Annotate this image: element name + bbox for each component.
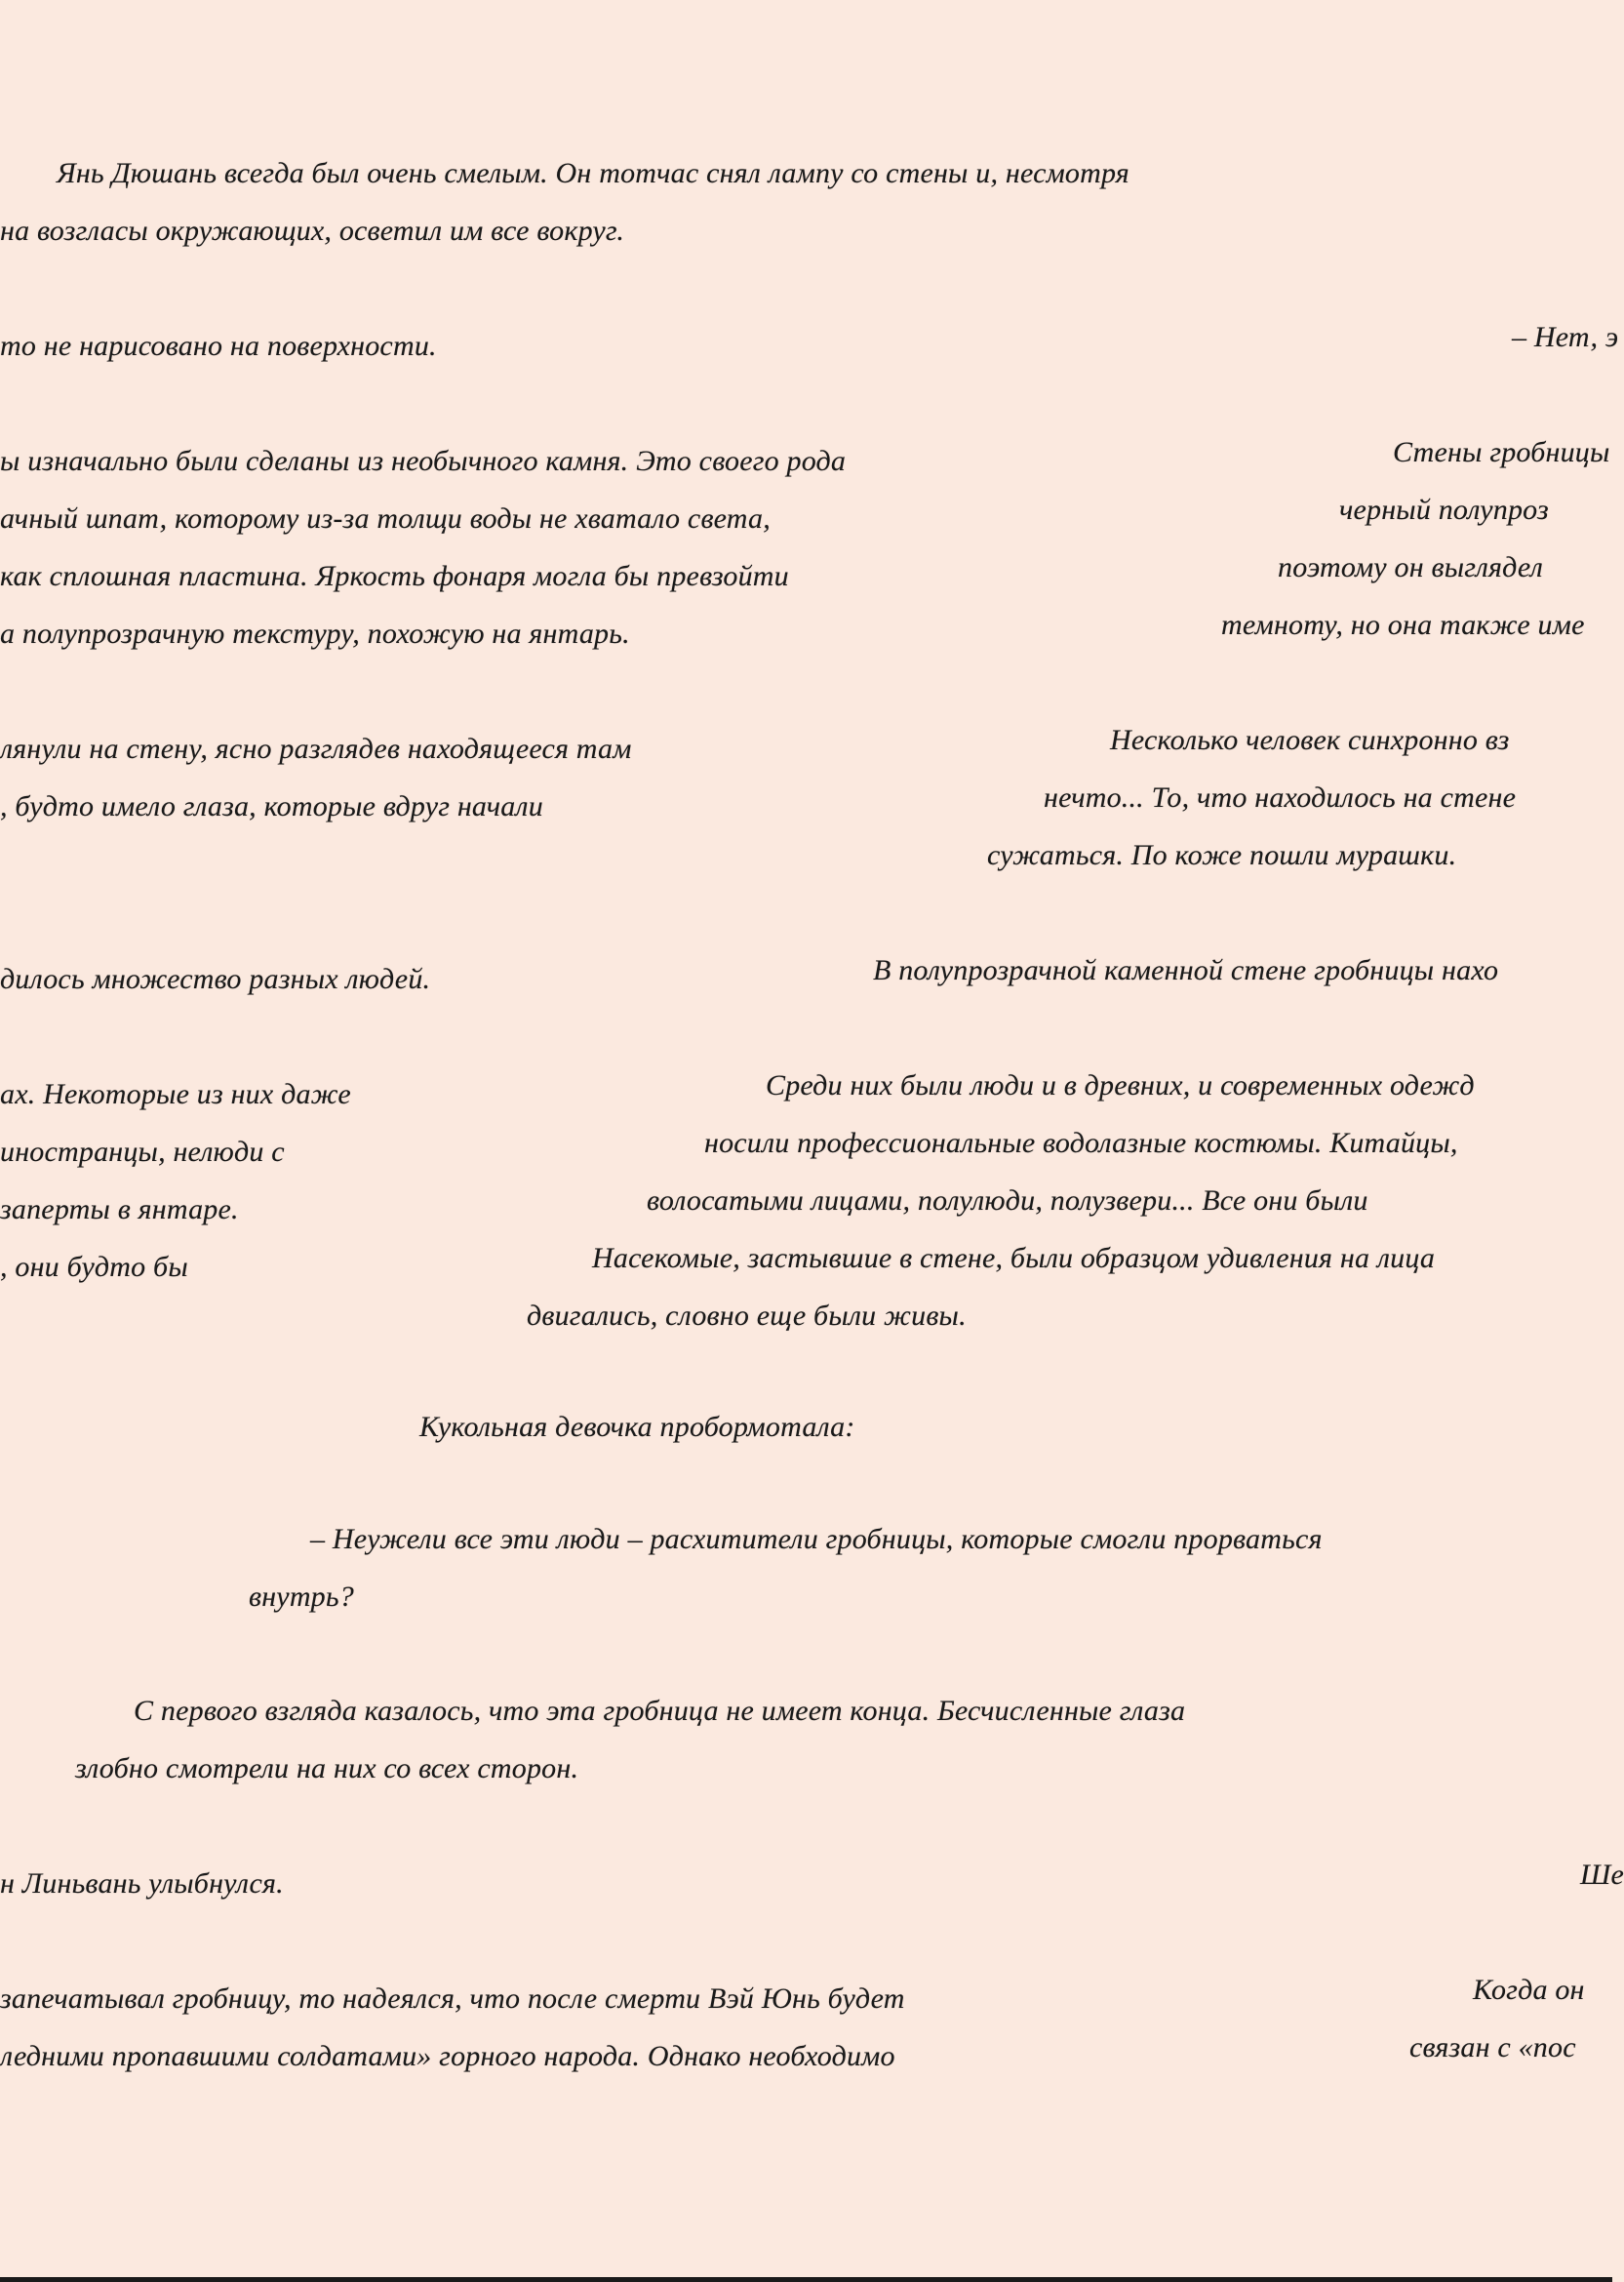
text-line: а полупрозрачную текстуру, похожую на янтарь. — [0, 618, 630, 650]
text-line: Стены гробницы — [1393, 436, 1610, 468]
text-line: Несколько человек синхронно вз — [1110, 724, 1510, 756]
text-line: темноту, но она также име — [1221, 609, 1585, 641]
text-line: то не нарисовано на поверхности. — [0, 330, 437, 362]
text-line: Кукольная девочка пробормотала: — [419, 1411, 855, 1443]
text-line: – Неужели все эти люди – расхитители гробницы, которые смогли прорваться — [310, 1523, 1323, 1555]
text-line: черный полупроз — [1339, 494, 1549, 526]
text-line: , они будто бы — [0, 1251, 188, 1283]
text-line: ачный шпат, которому из-за толщи воды не хватало света, — [0, 502, 771, 535]
text-line: Среди них были люди и в древних, и современных одежд — [766, 1069, 1475, 1101]
text-line: на возгласы окружающих, осветил им все вокруг. — [0, 215, 625, 247]
text-line: Когда он — [1473, 1974, 1585, 2006]
text-line: сужаться. По коже пошли мурашки. — [987, 839, 1457, 871]
text-line: запечатывал гробницу, то надеялся, что после смерти Вэй Юнь будет — [0, 1982, 905, 2015]
text-line: волосатыми лицами, полулюди, полузвери... Все они были — [647, 1184, 1368, 1217]
text-line: двигались, словно еще были живы. — [527, 1300, 967, 1332]
text-line: ы изначально были сделаны из необычного камня. Это своего рода — [0, 445, 847, 477]
text-line: поэтому он выглядел — [1278, 551, 1543, 583]
text-line: иностранцы, нелюди с — [0, 1136, 285, 1168]
text-line: заперты в янтаре. — [0, 1193, 239, 1225]
text-line: нечто... То, что находилось на стене — [1044, 781, 1517, 814]
text-line: ах. Некоторые из них даже — [0, 1078, 351, 1110]
text-line: Насекомые, застывшие в стене, были образцом удивления на лица — [592, 1242, 1436, 1274]
text-line: лянули на стену, ясно разглядев находящееся там — [0, 733, 632, 765]
text-line: дилось множество разных людей. — [0, 963, 431, 995]
text-line: – Нет, э — [1512, 321, 1619, 353]
faded-text-fragment — [1351, 156, 1497, 191]
page-bottom-border — [0, 2277, 1612, 2282]
text-line: как сплошная пластина. Яркость фонаря могла бы превзойти — [0, 560, 789, 592]
text-line: Ше — [1580, 1859, 1624, 1891]
text-line: В полупрозрачной каменной стене гробницы нахо — [873, 954, 1499, 986]
text-line: связан с «пос — [1409, 2031, 1576, 2063]
text-line: ледними пропавшими солдатами» горного народа. Однако необходимо — [0, 2040, 895, 2072]
text-line: носили профессиональные водолазные костюмы. Китайцы, — [704, 1127, 1458, 1159]
text-line: С первого взгляда казалось, что эта гробница не имеет конца. Бесчисленные глаза — [134, 1695, 1186, 1727]
text-line: злобно смотрели на них со всех сторон. — [75, 1752, 579, 1784]
text-line: Янь Дюшань всегда был очень смелым. Он тотчас снял лампу со стены и, несмотря — [57, 157, 1129, 189]
text-line: н Линьвань улыбнулся. — [0, 1867, 284, 1900]
text-line: , будто имело глаза, которые вдруг начали — [0, 790, 543, 822]
text-line: внутрь? — [249, 1581, 354, 1613]
